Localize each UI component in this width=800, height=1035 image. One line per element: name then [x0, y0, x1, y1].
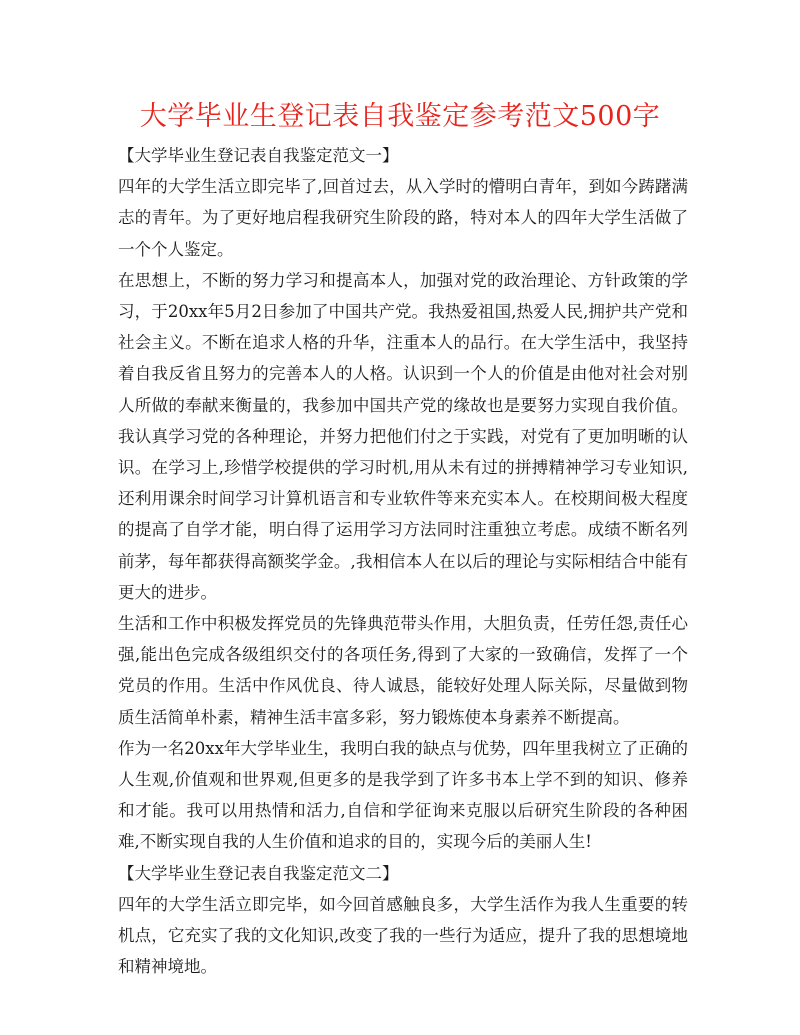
section-1-paragraph-3: 生活和工作中积极发挥党员的先锋典范带头作用，大胆负责，任劳任怨,责任心强,能出色完成各级组织交付的各项任务,得到了大家的一致确信，发挥了一个党员的作用。生活中作风优良、待人诚恳，能较好处理人际关际，尽量做到物质生活简单朴素，精神生活丰富多彩，努力锻炼使本身素养不断提高。	[118, 614, 688, 727]
section-heading-1: 【大学毕业生登记表自我鉴定范文一】	[118, 146, 399, 165]
section-heading-2: 【大学毕业生登记表自我鉴定范文二】	[118, 863, 399, 883]
section-1-paragraph-2: 在思想上，不断的努力学习和提高本人，加强对党的政治理论、方针政策的学习，于20xx年5月2日参加了中国共产党。我热爱祖国,热爱人民,拥护共产党和社会主义。不断在追求人格的升华，注重本人的品行。在大学生活中，我坚持着自我反省且努力的完善本人的人格。认识到一个人的价值是由他对社会对别人所做的奉献来衡量的，我参加中国共产党的缘故也是要努力实现自我价值。我认真学习党的各种理论，并努力把他们付之于实践，对党有了更加明晰的认识。在学习上,珍惜学校提供的学习时机,用从未有过的拼搏精神学习专业知识,还利用课余时间学习计算机语言和专业软件等来充实本人。在校期间极大程度的提高了自学才能，明白得了运用学习方法同时注重独立考虑。成绩不断名列前茅，每年都获得高额奖学金。,我相信本人在以后的理论与实际相结合中能有更大的进步。	[118, 270, 688, 602]
document-title: 大学毕业生登记表自我鉴定参考范文500字	[139, 101, 661, 132]
section-1-paragraph-4: 作为一名20xx年大学毕业生，我明白我的缺点与优势，四年里我树立了正确的人生观,价值观和世界观,但更多的是我学到了许多书本上学不到的知识、修养和才能。我可以用热情和活力,自信和学征询来克服以后研究生阶段的各种困难,不断实现自我的人生价值和追求的目的，实现今后的美丽人生!	[118, 738, 688, 852]
document-body	[118, 140, 688, 982]
section-1-paragraph-1: 四年的大学生活立即完毕了,回首过去，从入学时的懵明白青年，到如今踌躇满志的青年。为了更好地启程我研究生阶段的路，特对本人的四年大学生活做了一个个人鉴定。	[118, 177, 688, 259]
section-2-paragraph-1: 四年的大学生活立即完毕，如今回首感触良多，大学生活作为我人生重要的转机点，它充实了我的文化知识,改变了我的一些行为适应，提升了我的思想境地和精神境地。	[118, 894, 688, 977]
